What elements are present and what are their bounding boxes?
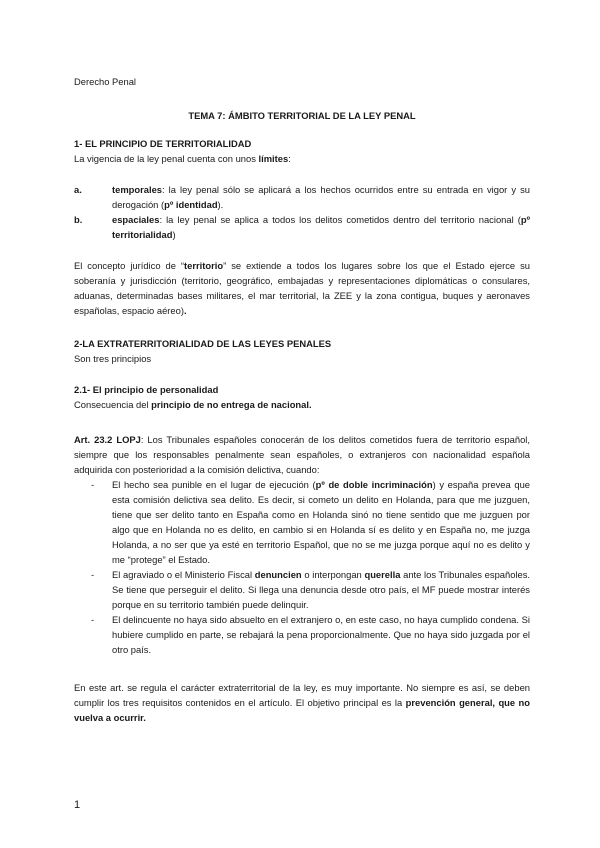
section-2-heading: 2-LA EXTRATERRITORIALIDAD DE LAS LEYES PENALES bbox=[74, 338, 332, 349]
section-1-intro: La vigencia de la ley penal cuenta con unos límites: bbox=[74, 153, 291, 164]
page-title: TEMA 7: ÁMBITO TERRITORIAL DE LA LEY PENAL bbox=[188, 110, 416, 121]
list-item: b. espaciales: la ley penal se aplica a todos los delitos cometidos dentro del territorio nacional (pº territorialidad) bbox=[74, 214, 530, 240]
limits-list bbox=[74, 182, 530, 242]
list-item: - El delincuente no haya sido absuelto en el extranjero o, en este caso, no haya cumplido condena. Si hubiere cumplido en parte, se rebajará la pena proporcionalmente. Que no haya sido juzgada por el otro país. bbox=[91, 614, 530, 655]
article-reference: Art. 23.2 LOPJ bbox=[74, 434, 141, 445]
section-2 bbox=[74, 336, 530, 366]
page-number: 1 bbox=[74, 799, 81, 811]
section-2-intro: Son tres principios bbox=[74, 353, 152, 364]
section-1-heading: 1- EL PRINCIPIO DE TERRITORIALIDAD bbox=[74, 138, 252, 149]
document-header: Derecho Penal bbox=[74, 76, 137, 87]
list-item: - El hecho sea punible en el lugar de ejecución (pº de doble incriminación) y españa prevea que esta comisión delictiva sea delito. Es decir, si cometo un delito en Holanda, para que me juzguen, tiene que ser delito tanto en España como en Holanda sinó no tiene sentido que me juzguen por algo que en Holanda no es delito, en cambio si en Holanda sí es delito y en España no, me juzga Holanda, a no ser que ya esté en territorio Español, que no se me juzga porque aquí no es delito y me “protege” el Estado. bbox=[91, 479, 530, 565]
territory-concept-paragraph: El concepto jurídico de “territorio” se extiende a todos los lugares sobre los que el Estado ejerce su soberanía y jurisdicción (territorio, geográfico, embajadas y representaciones diplomáticas o consulares, aduanas, determinadas bases militares, el mar territorial, la ZEE y la zona contigua, buques y aeronaves españolas, espacio aéreo). bbox=[74, 260, 530, 316]
subsection-2-1-intro: Consecuencia del principio de no entrega de nacional. bbox=[74, 399, 312, 410]
list-item: - El agraviado o el Ministerio Fiscal denuncien o interpongan querella ante los Tribunales españoles. Se tiene que perseguir el delito. Si llega una denuncia desde otro país, el MF puede mostrar interés porque en su territorio también puede delinquir. bbox=[91, 569, 531, 610]
closing-paragraph: En este art. se regula el carácter extraterritorial de la ley, es muy importante. No siempre es así, se deben cumplir los tres requisitos contenidos en el artículo. El objetivo principal es la prevención general, que no vuelva a ocurrir. bbox=[74, 682, 530, 723]
article-paragraph: Art. 23.2 LOPJ: Los Tribunales españoles conocerán de los delitos cometidos fuera de territorio español, siempre que los responsables penalmente sean españoles, o extranjeros con nacionalidad española adquirida con posterioridad a la comisión delictiva, cuando: bbox=[74, 434, 530, 475]
subsection-2-1 bbox=[74, 382, 530, 412]
subsection-2-1-heading: 2.1- El principio de personalidad bbox=[74, 384, 219, 395]
section-1 bbox=[74, 136, 530, 166]
list-item: a. temporales: la ley penal sólo se aplicará a los hechos ocurridos entre su entrada en vigor y su derogación (pº identidad). bbox=[74, 184, 530, 210]
conditions-list bbox=[74, 477, 530, 657]
